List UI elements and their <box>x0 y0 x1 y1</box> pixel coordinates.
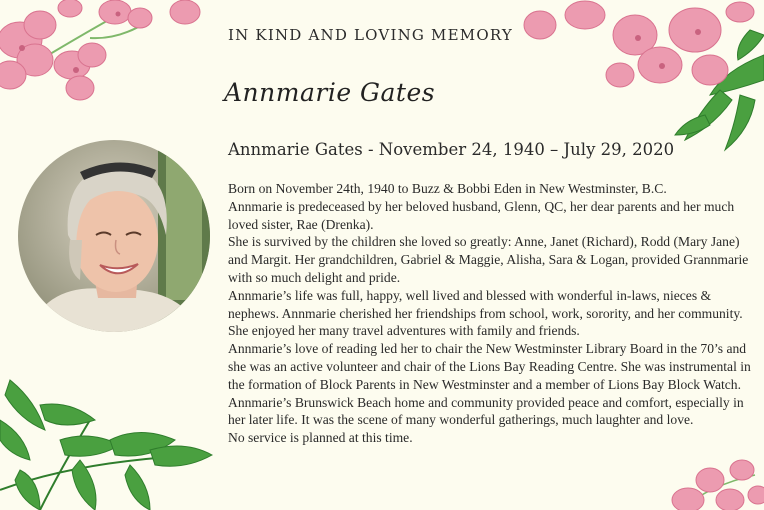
flower-cluster-bottom-right-icon <box>660 450 764 510</box>
obituary-paragraph: She is survived by the children she loved so greatly: Anne, Janet (Richard), Rodd (Mary Jane) and Margit. Her grandchildren, Gabriel & Maggie, Alisha, Sara & Logan, provided Grannmarie with so much delight and pride. <box>228 234 749 285</box>
obituary-paragraph: No service is planned at this time. <box>228 430 413 446</box>
obituary-paragraph: Born on November 24th, 1940 to Buzz & Bobbi Eden in New Westminster, B.C. <box>228 181 667 196</box>
life-dates: Annmarie Gates - November 24, 1940 – July 29, 2020 <box>228 140 675 159</box>
obituary-paragraph: Annmarie is predeceased by her beloved husband, Glenn, QC, her dear parents and her much loved sister, Rae (Drenka). <box>228 198 735 232</box>
portrait-photo <box>18 140 210 332</box>
obituary-paragraph: Annmarie’s love of reading led her to chair the New Westminster Library Board in the 70’s and she was an active volunteer and chair of the Lions Bay Reading Centre. She was instrumental in the formation of Block Parents in New Westminster and a member of Lions Bay Block Watch. <box>228 341 751 392</box>
flower-cluster-top-right-icon <box>510 0 764 160</box>
deceased-name: Annmarie Gates <box>224 78 436 107</box>
obituary-text <box>228 180 756 447</box>
obituary-paragraph: Annmarie’s life was full, happy, well lived and blessed with wonderful in-laws, nieces & nephews. Annmarie cherished her friendships from school, work, sorority, and her community. She enjoyed her many travel adventures with family and friends. <box>228 287 743 339</box>
obituary-paragraph: Annmarie’s Brunswick Beach home and community provided peace and comfort, especially in her later life. It was the scene of many wonderful gatherings, much laughter and love. <box>228 394 744 428</box>
portrait-image-icon <box>18 140 210 332</box>
memorial-heading: IN KIND AND LOVING MEMORY <box>228 26 513 44</box>
flower-cluster-top-left-icon <box>0 0 210 110</box>
leaf-cluster-bottom-left-icon <box>0 360 215 510</box>
